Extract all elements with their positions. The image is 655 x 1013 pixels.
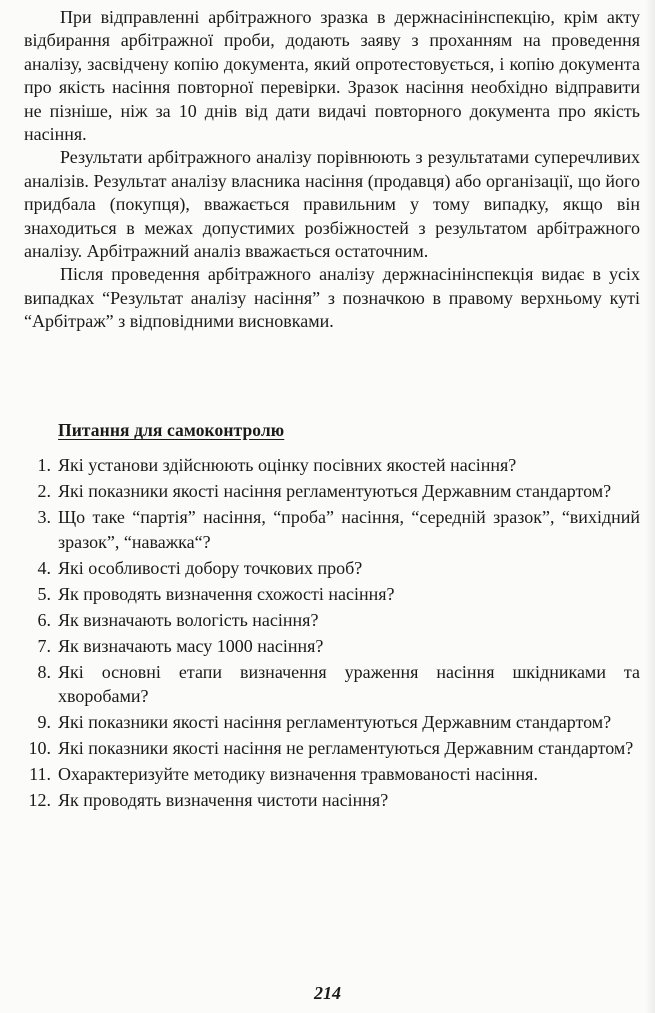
list-item [20, 556, 640, 581]
question-text: Які установи здійснюють оцінку посівних якостей насіння? [58, 455, 517, 475]
questions-list [20, 453, 640, 814]
list-item [20, 634, 640, 659]
question-text: Що таке “партія” насіння, “проба” насіння, “середній зразок”, “вихідний зразок”, “наважка“? [58, 507, 640, 552]
list-item [20, 660, 640, 709]
question-number: 4. [37, 557, 51, 578]
question-number: 12. [28, 790, 51, 810]
question-text: Які особливості добору точкових проб? [58, 557, 363, 578]
list-item [20, 453, 640, 478]
question-number: 5. [37, 583, 51, 604]
paragraph: Після проведення арбітражного аналізу держнасінінспекція видає в усіх випадках “Результат аналізу насіння” з позначкою в правому верхньому куті “Арбітраж” з відповідними висновками. [24, 264, 640, 332]
question-text: Які показники якості насіння регламентуються Державним стандартом? [58, 481, 612, 501]
page-number: 214 [314, 983, 341, 1003]
body-text [24, 6, 640, 334]
list-item [20, 788, 640, 813]
question-text: Як проводять визначення схожості насіння? [58, 583, 395, 604]
question-number: 8. [37, 661, 51, 682]
question-number: 11. [29, 764, 51, 784]
list-item [20, 710, 640, 735]
question-text: Як проводять визначення чистоти насіння? [58, 790, 389, 810]
question-text: Охарактеризуйте методику визначення травмованості насіння. [58, 764, 538, 784]
question-text: Як визначають вологість насіння? [58, 609, 319, 630]
question-text: Які основні етапи визначення ураження насіння шкідниками та хворобами? [58, 661, 640, 706]
question-number: 9. [37, 712, 51, 732]
question-number: 1. [37, 455, 51, 475]
list-item [20, 505, 640, 554]
question-text: Які показники якості насіння регламентуються Державним стандартом? [58, 712, 612, 732]
question-text: Як визначають масу 1000 насіння? [58, 635, 324, 656]
list-item [20, 762, 640, 787]
question-number: 3. [37, 507, 51, 527]
page-edge-shadow [645, 0, 655, 1013]
paragraph: Результати арбітражного аналізу порівнюють з результатами суперечливих аналізів. Результат аналізу власника насіння (продавця) або організації, що його придбала (покупця), вважається правильним у тому випадку, якщо він знаходиться в межах допустимих розбіжностей з результатом арбітражного аналізу. Арбітражний аналіз вважається остаточним. [24, 147, 640, 262]
question-number: 10. [28, 738, 51, 758]
list-item [20, 582, 640, 607]
question-number: 2. [37, 481, 51, 501]
questions-heading: Питання для самоконтролю [58, 420, 285, 440]
list-item [20, 479, 640, 504]
question-number: 6. [37, 609, 51, 630]
question-number: 7. [37, 635, 51, 656]
list-item [20, 608, 640, 633]
list-item [20, 736, 640, 761]
paragraph: При відправленні арбітражного зразка в держнасінінспекцію, крім акту відбирання арбітражної проби, додають заяву з проханням на проведення аналізу, засвідчену копію документа, який опротестовується, і копію документа про якість насіння повторної перевірки. Зразок насіння необхідно відправити не пізніше, ніж за 10 днів від дати видачі повторного документа про якість насіння. [24, 7, 640, 145]
question-text: Які показники якості насіння не регламентуються Державним стандартом? [58, 738, 634, 758]
